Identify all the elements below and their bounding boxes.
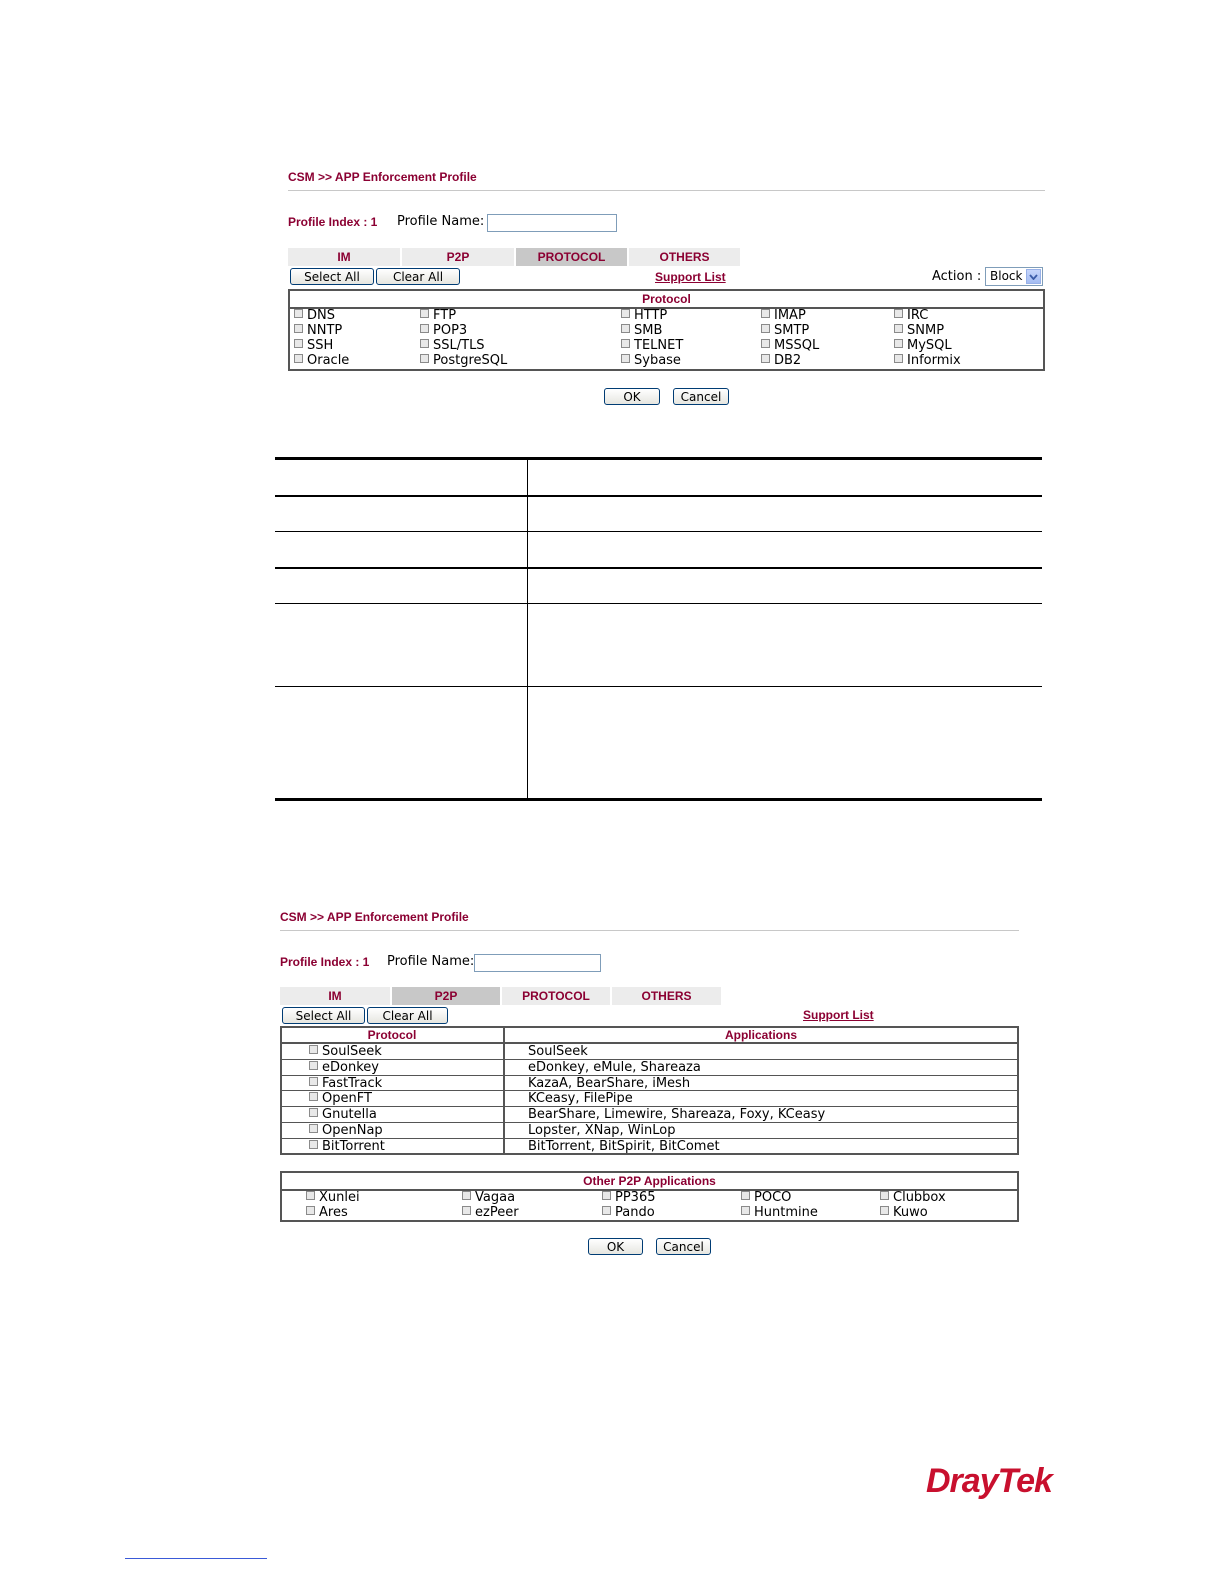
applications-cell: BearShare, Limewire, Shareaza, Foxy, KCeasy bbox=[528, 1107, 826, 1122]
checkbox-icon[interactable] bbox=[761, 324, 770, 333]
checkbox-xunlei[interactable]: Xunlei bbox=[306, 1190, 360, 1205]
protocol-header: Protocol bbox=[367, 1028, 417, 1042]
divider bbox=[280, 930, 1019, 931]
checkbox-icon[interactable] bbox=[306, 1206, 315, 1215]
checkbox-icon[interactable] bbox=[621, 354, 630, 363]
applications-cell: Lopster, XNap, WinLop bbox=[528, 1123, 676, 1138]
tab-others[interactable]: OTHERS bbox=[612, 987, 723, 1005]
checkbox-icon[interactable] bbox=[420, 324, 429, 333]
clear-all-button[interactable]: Clear All bbox=[367, 1007, 448, 1024]
tab-protocol[interactable]: PROTOCOL bbox=[502, 987, 612, 1005]
checkbox-kuwo[interactable]: Kuwo bbox=[880, 1205, 928, 1220]
checkbox-edonkey[interactable]: eDonkey bbox=[309, 1060, 379, 1075]
checkbox-icon[interactable] bbox=[894, 324, 903, 333]
checkbox-ezpeer[interactable]: ezPeer bbox=[462, 1205, 519, 1220]
row-divider bbox=[280, 1042, 1019, 1044]
tab-others[interactable]: OTHERS bbox=[629, 248, 742, 266]
checkbox-icon[interactable] bbox=[306, 1191, 315, 1200]
checkbox-icon[interactable] bbox=[602, 1191, 611, 1200]
checkbox-vagaa[interactable]: Vagaa bbox=[462, 1190, 515, 1205]
checkbox-icon[interactable] bbox=[309, 1077, 318, 1086]
ok-button[interactable]: OK bbox=[604, 388, 660, 405]
action-select[interactable] bbox=[985, 267, 1043, 286]
checkbox-icon[interactable] bbox=[309, 1108, 318, 1117]
checkbox-ssl-tls[interactable]: SSL/TLS bbox=[420, 338, 485, 353]
checkbox-nntp[interactable]: NNTP bbox=[294, 323, 342, 338]
checkbox-icon[interactable] bbox=[621, 339, 630, 348]
checkbox-pando[interactable]: Pando bbox=[602, 1205, 655, 1220]
checkbox-gnutella[interactable]: Gnutella bbox=[309, 1107, 377, 1122]
checkbox-fasttrack[interactable]: FastTrack bbox=[309, 1076, 382, 1091]
checkbox-opennap[interactable]: OpenNap bbox=[309, 1123, 383, 1138]
breadcrumb: CSM >> APP Enforcement Profile bbox=[280, 910, 469, 924]
profile-index-label: Profile Index : 1 bbox=[288, 215, 378, 229]
checkbox-imap[interactable]: IMAP bbox=[761, 308, 806, 323]
checkbox-icon[interactable] bbox=[880, 1206, 889, 1215]
tab-bar bbox=[288, 248, 742, 266]
checkbox-smtp[interactable]: SMTP bbox=[761, 323, 809, 338]
checkbox-mysql[interactable]: MySQL bbox=[894, 338, 952, 353]
tab-p2p[interactable]: P2P bbox=[402, 248, 516, 266]
table-row-rule bbox=[275, 531, 1042, 532]
select-all-button[interactable]: Select All bbox=[282, 1007, 365, 1024]
chevron-down-icon bbox=[1026, 269, 1041, 284]
checkbox-pop3[interactable]: POP3 bbox=[420, 323, 467, 338]
checkbox-dns[interactable]: DNS bbox=[294, 308, 335, 323]
checkbox-icon[interactable] bbox=[309, 1140, 318, 1149]
tab-protocol[interactable]: PROTOCOL bbox=[516, 248, 629, 266]
tab-im[interactable]: IM bbox=[280, 987, 392, 1005]
checkbox-icon[interactable] bbox=[309, 1124, 318, 1133]
checkbox-sybase[interactable]: Sybase bbox=[621, 353, 681, 368]
cancel-button[interactable]: Cancel bbox=[656, 1238, 711, 1255]
applications-cell: KCeasy, FilePipe bbox=[528, 1091, 633, 1106]
action-value: Block bbox=[990, 269, 1023, 283]
checkbox-icon[interactable] bbox=[741, 1191, 750, 1200]
applications-cell: eDonkey, eMule, Shareaza bbox=[528, 1060, 701, 1075]
table-row-rule bbox=[275, 603, 1042, 604]
checkbox-http[interactable]: HTTP bbox=[621, 308, 667, 323]
applications-header: Applications bbox=[724, 1028, 797, 1042]
profile-name-label: Profile Name: bbox=[387, 954, 475, 969]
checkbox-icon[interactable] bbox=[621, 309, 630, 318]
checkbox-icon[interactable] bbox=[761, 339, 770, 348]
checkbox-smb[interactable]: SMB bbox=[621, 323, 662, 338]
profile-index-label: Profile Index : 1 bbox=[280, 955, 370, 969]
checkbox-icon[interactable] bbox=[294, 339, 303, 348]
profile-name-input[interactable] bbox=[487, 214, 617, 232]
checkbox-icon[interactable] bbox=[880, 1191, 889, 1200]
checkbox-ftp[interactable]: FTP bbox=[420, 308, 456, 323]
checkbox-icon[interactable] bbox=[309, 1061, 318, 1070]
table-top-rule bbox=[275, 457, 1042, 460]
checkbox-postgresql[interactable]: PostgreSQL bbox=[420, 353, 507, 368]
table-row-rule bbox=[275, 495, 1042, 497]
checkbox-icon[interactable] bbox=[462, 1191, 471, 1200]
checkbox-icon[interactable] bbox=[420, 354, 429, 363]
breadcrumb: CSM >> APP Enforcement Profile bbox=[288, 170, 477, 184]
ok-button[interactable]: OK bbox=[588, 1238, 643, 1255]
divider bbox=[288, 190, 1045, 191]
profile-name-input[interactable] bbox=[474, 954, 601, 972]
applications-cell: SoulSeek bbox=[528, 1044, 588, 1059]
checkbox-bittorrent[interactable]: BitTorrent bbox=[309, 1139, 385, 1154]
checkbox-icon[interactable] bbox=[294, 309, 303, 318]
tab-bar bbox=[280, 987, 723, 1005]
checkbox-icon[interactable] bbox=[761, 354, 770, 363]
applications-cell: BitTorrent, BitSpirit, BitComet bbox=[528, 1139, 720, 1154]
checkbox-irc[interactable]: IRC bbox=[894, 308, 928, 323]
checkbox-icon[interactable] bbox=[761, 309, 770, 318]
draytek-logo: DrayTek bbox=[926, 1462, 1052, 1500]
checkbox-icon[interactable] bbox=[420, 309, 429, 318]
checkbox-pp365[interactable]: PP365 bbox=[602, 1190, 656, 1205]
support-list-link[interactable]: Support List bbox=[655, 270, 726, 284]
checkbox-ares[interactable]: Ares bbox=[306, 1205, 348, 1220]
checkbox-clubbox[interactable]: Clubbox bbox=[880, 1190, 946, 1205]
checkbox-icon[interactable] bbox=[602, 1206, 611, 1215]
table-column-divider bbox=[527, 457, 528, 801]
checkbox-icon[interactable] bbox=[894, 309, 903, 318]
tab-im[interactable]: IM bbox=[288, 248, 402, 266]
checkbox-poco[interactable]: POCO bbox=[741, 1190, 791, 1205]
select-all-button[interactable]: Select All bbox=[290, 268, 374, 285]
checkbox-openft[interactable]: OpenFT bbox=[309, 1091, 372, 1106]
protocol-header: Protocol bbox=[290, 291, 1043, 309]
table-row-rule bbox=[275, 567, 1042, 569]
checkbox-icon[interactable] bbox=[741, 1206, 750, 1215]
action-label: Action : bbox=[932, 269, 982, 284]
checkbox-icon[interactable] bbox=[294, 324, 303, 333]
checkbox-huntmine[interactable]: Huntmine bbox=[741, 1205, 818, 1220]
tab-p2p[interactable]: P2P bbox=[392, 987, 502, 1005]
checkbox-oracle[interactable]: Oracle bbox=[294, 353, 349, 368]
checkbox-db2[interactable]: DB2 bbox=[761, 353, 801, 368]
applications-cell: KazaA, BearShare, iMesh bbox=[528, 1076, 691, 1091]
checkbox-soulseek[interactable]: SoulSeek bbox=[309, 1044, 382, 1059]
cancel-button[interactable]: Cancel bbox=[673, 388, 729, 405]
footer-link-underline bbox=[125, 1558, 267, 1559]
checkbox-icon[interactable] bbox=[309, 1045, 318, 1054]
clear-all-button[interactable]: Clear All bbox=[376, 268, 460, 285]
table-bottom-rule bbox=[275, 798, 1042, 801]
checkbox-ssh[interactable]: SSH bbox=[294, 338, 333, 353]
checkbox-icon[interactable] bbox=[894, 354, 903, 363]
checkbox-icon[interactable] bbox=[309, 1092, 318, 1101]
checkbox-informix[interactable]: Informix bbox=[894, 353, 961, 368]
checkbox-icon[interactable] bbox=[462, 1206, 471, 1215]
table-row-rule bbox=[275, 686, 1042, 687]
checkbox-icon[interactable] bbox=[894, 339, 903, 348]
support-list-link[interactable]: Support List bbox=[803, 1008, 874, 1022]
checkbox-icon[interactable] bbox=[420, 339, 429, 348]
checkbox-snmp[interactable]: SNMP bbox=[894, 323, 944, 338]
other-p2p-header: Other P2P Applications bbox=[282, 1173, 1017, 1191]
checkbox-icon[interactable] bbox=[294, 354, 303, 363]
checkbox-icon[interactable] bbox=[621, 324, 630, 333]
profile-name-label: Profile Name: bbox=[397, 214, 485, 229]
checkbox-telnet[interactable]: TELNET bbox=[621, 338, 683, 353]
checkbox-mssql[interactable]: MSSQL bbox=[761, 338, 819, 353]
